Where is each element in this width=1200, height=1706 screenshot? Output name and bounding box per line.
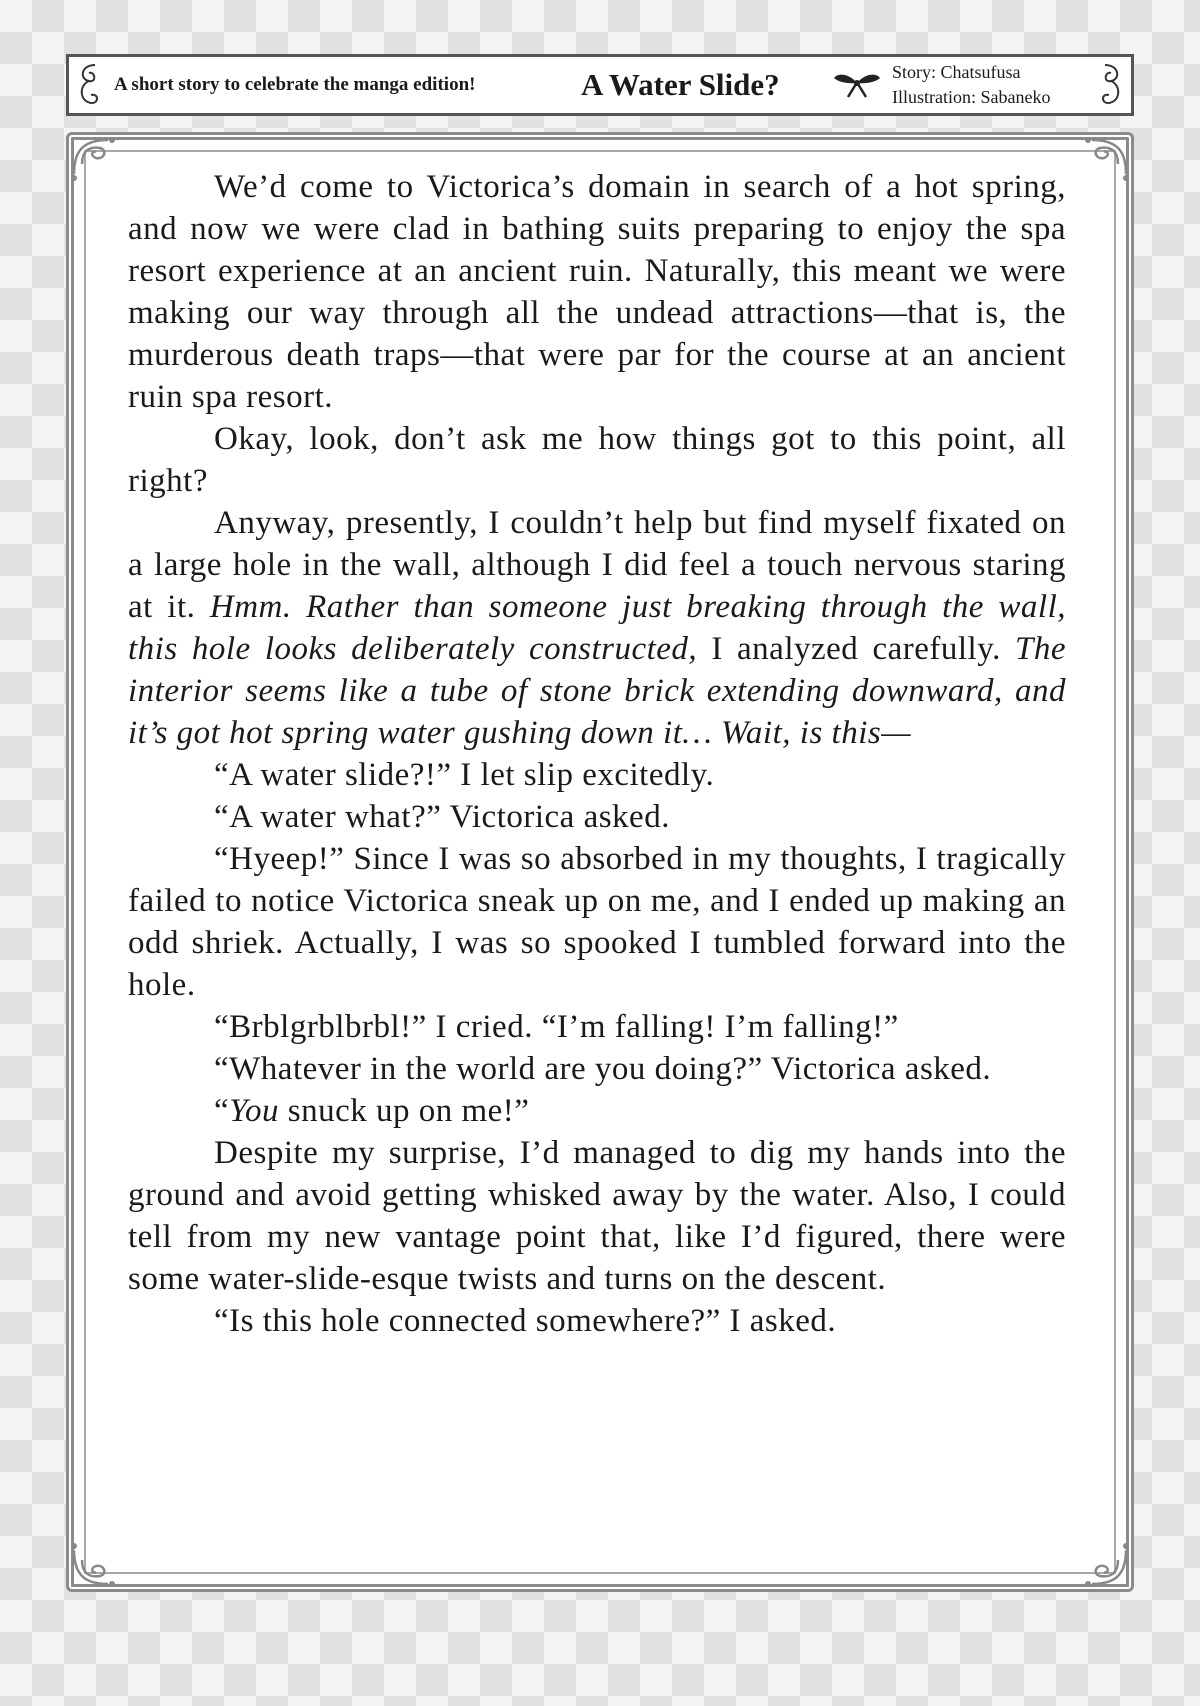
header-banner — [66, 54, 1134, 116]
paragraph: “Is this hole connected somewhere?” I asked. — [214, 1303, 837, 1339]
paragraph: Despite my surprise, I’d managed to dig my hands into the ground and avoid getting whisked away by the water. Also, I could tell from my new vantage point that, like I’d figured, there were some water-slide-esque twists and turns on the descent. — [128, 1135, 1066, 1297]
corner-ornament-icon — [68, 1532, 126, 1590]
paragraph: We’d come to Victorica’s domain in search of a hot spring, and now we were clad in bathing suits preparing to enjoy the spa resort experience at an ancient ruin. Naturally, this meant we were making our way through all the undead attractions—that is, the murderous death traps—that were par for the course at an ancient ruin spa resort. — [128, 169, 1066, 415]
corner-ornament-icon — [68, 134, 126, 192]
scroll-flourish-icon — [1097, 61, 1127, 109]
story-credit: Story: Chatsufusa — [892, 62, 1021, 82]
paragraph: “Whatever in the world are you doing?” Victorica asked. — [214, 1051, 992, 1087]
credits — [892, 60, 1050, 110]
text-span: snuck up on me!” — [278, 1093, 530, 1129]
paragraph: “A water slide?!” I let slip excitedly. — [214, 757, 715, 793]
italic-thought: Hmm. Rather than someone just breaking through the wall, this hole looks deliberately constructed, — [128, 589, 1066, 667]
text-span: Anyway, presently, I couldn’t help but find myself fixated on a large hole in the wall, although I did feel a touch nervous staring at it. — [128, 505, 1066, 625]
banner-tagline: A short story to celebrate the manga edition! — [114, 74, 476, 95]
illustration-credit: Illustration: Sabaneko — [892, 87, 1051, 107]
story-title: A Water Slide? — [581, 67, 780, 102]
story-text — [128, 166, 1066, 1342]
corner-ornament-icon — [1074, 1532, 1132, 1590]
paragraph: “A water what?” Victorica asked. — [214, 799, 670, 835]
italic-emphasis: You — [229, 1093, 279, 1129]
paragraph — [128, 502, 1066, 754]
paragraph: “Brblgrblbrbl!” I cried. “I’m falling! I’m falling!” — [214, 1009, 899, 1045]
text-span: I analyzed carefully. — [697, 631, 1016, 667]
text-span: “ — [214, 1093, 230, 1129]
paragraph — [128, 1090, 1066, 1132]
paragraph: Okay, look, don’t ask me how things got to this point, all right? — [128, 421, 1066, 499]
ribbon-bow-icon — [832, 70, 882, 98]
paragraph: “Hyeep!” Since I was so absorbed in my thoughts, I tragically failed to notice Victorica sneak up on me, and I ended up making an odd shriek. Actually, I was so spooked I tumbled forward into the hole. — [128, 841, 1066, 1003]
scroll-flourish-icon — [73, 61, 103, 109]
italic-thought: The interior seems like a tube of stone brick extending downward, and it’s got hot spring water gushing down it… Wait, is this— — [128, 631, 1067, 751]
corner-ornament-icon — [1074, 134, 1132, 192]
